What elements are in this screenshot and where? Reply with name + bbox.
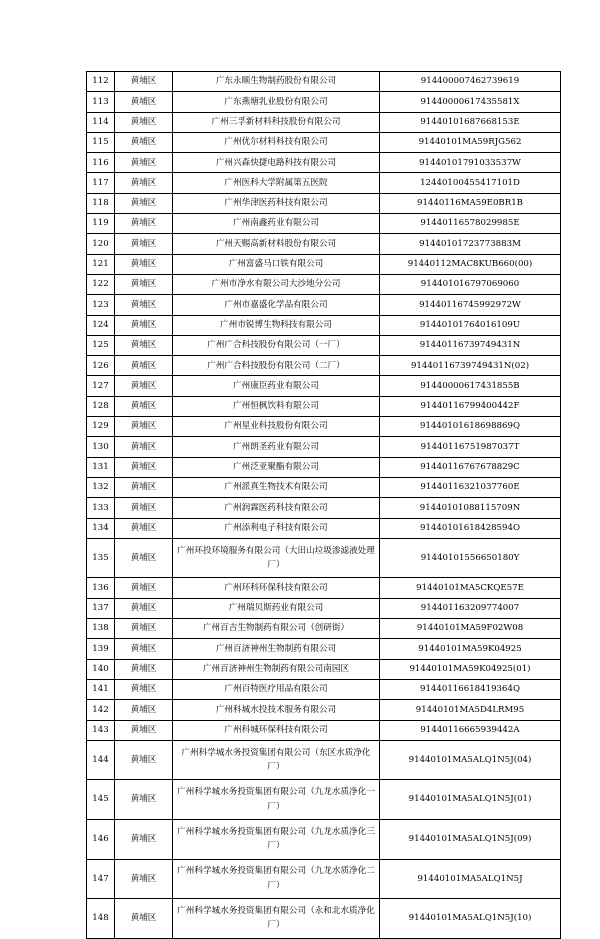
row-credit-code: 914400007462739619 — [380, 72, 561, 92]
row-credit-code: 91440101MA5ALQ1N5J — [380, 859, 561, 899]
row-number: 138 — [87, 619, 115, 639]
table-row — [87, 315, 561, 335]
table-row — [87, 639, 561, 659]
row-company-name: 广州添利电子科技有限公司 — [173, 518, 380, 538]
row-number: 130 — [87, 437, 115, 457]
row-credit-code: 91440116767678829C — [380, 457, 561, 477]
row-district: 黄埔区 — [115, 899, 173, 939]
row-number: 146 — [87, 819, 115, 859]
row-district: 黄埔区 — [115, 659, 173, 679]
row-district: 黄埔区 — [115, 679, 173, 699]
row-number: 142 — [87, 700, 115, 720]
row-number: 114 — [87, 112, 115, 132]
row-company-name: 广州泛亚聚酯有限公司 — [173, 457, 380, 477]
row-company-name: 广州环投环境服务有限公司（大田山垃圾渗滤液处理厂） — [173, 538, 380, 578]
row-district: 黄埔区 — [115, 518, 173, 538]
row-credit-code: 91440101MA5D4LRM95 — [380, 700, 561, 720]
row-district: 黄埔区 — [115, 417, 173, 437]
row-district: 黄埔区 — [115, 132, 173, 152]
row-district: 黄埔区 — [115, 639, 173, 659]
row-company-name: 广州三孚新材料科技股份有限公司 — [173, 112, 380, 132]
row-credit-code: 91440101MA59K04925(01) — [380, 659, 561, 679]
table-row — [87, 477, 561, 497]
row-district: 黄埔区 — [115, 700, 173, 720]
row-credit-code: 12440100455417101D — [380, 173, 561, 193]
table-row — [87, 132, 561, 152]
table-row — [87, 335, 561, 355]
row-number: 135 — [87, 538, 115, 578]
row-company-name: 广州科学城水务投资集团有限公司（九龙水质净化二厂） — [173, 859, 380, 899]
row-district: 黄埔区 — [115, 274, 173, 294]
row-company-name: 广州广合科技股份有限公司（一厂） — [173, 335, 380, 355]
row-credit-code: 91440116321037760E — [380, 477, 561, 497]
row-credit-code: 91440101791033537W — [380, 153, 561, 173]
row-company-name: 广州百济神州生物制药有限公司南园区 — [173, 659, 380, 679]
row-number: 134 — [87, 518, 115, 538]
row-district: 黄埔区 — [115, 740, 173, 780]
row-number: 127 — [87, 376, 115, 396]
row-company-name: 广州康臣药业有限公司 — [173, 376, 380, 396]
row-credit-code: 91440116665939442A — [380, 720, 561, 740]
row-district: 黄埔区 — [115, 780, 173, 820]
row-district: 黄埔区 — [115, 254, 173, 274]
table-row — [87, 538, 561, 578]
row-number: 148 — [87, 899, 115, 939]
row-district: 黄埔区 — [115, 578, 173, 598]
row-credit-code: 91440116618419364Q — [380, 679, 561, 699]
table-row — [87, 619, 561, 639]
table-row — [87, 376, 561, 396]
table-row — [87, 112, 561, 132]
row-company-name: 广州医科大学附属第五医院 — [173, 173, 380, 193]
table-row — [87, 396, 561, 416]
row-company-name: 广州科城水投技术服务有限公司 — [173, 700, 380, 720]
row-company-name: 广州环科环保科技有限公司 — [173, 578, 380, 598]
row-credit-code: 914401016797069060 — [380, 274, 561, 294]
row-number: 132 — [87, 477, 115, 497]
row-district: 黄埔区 — [115, 295, 173, 315]
row-district: 黄埔区 — [115, 498, 173, 518]
row-number: 121 — [87, 254, 115, 274]
row-number: 145 — [87, 780, 115, 820]
table-row — [87, 598, 561, 618]
row-district: 黄埔区 — [115, 619, 173, 639]
row-district: 黄埔区 — [115, 335, 173, 355]
row-credit-code: 91440101MA5ALQ1N5J(01) — [380, 780, 561, 820]
row-district: 黄埔区 — [115, 457, 173, 477]
row-district: 黄埔区 — [115, 173, 173, 193]
table-row — [87, 740, 561, 780]
row-district: 黄埔区 — [115, 234, 173, 254]
table-row — [87, 417, 561, 437]
row-district: 黄埔区 — [115, 538, 173, 578]
row-company-name: 广州科学城水务投资集团有限公司（九龙水质净化三厂） — [173, 819, 380, 859]
row-number: 147 — [87, 859, 115, 899]
row-district: 黄埔区 — [115, 859, 173, 899]
row-number: 116 — [87, 153, 115, 173]
row-company-name: 广州科学城水务投资集团有限公司（九龙水质净化一厂） — [173, 780, 380, 820]
row-district: 黄埔区 — [115, 92, 173, 112]
table-row — [87, 72, 561, 92]
table-row — [87, 859, 561, 899]
row-district: 黄埔区 — [115, 356, 173, 376]
row-credit-code: 91440101MA5ALQ1N5J(10) — [380, 899, 561, 939]
row-company-name: 广州润霖医药科技有限公司 — [173, 498, 380, 518]
row-credit-code: 91440101618698869Q — [380, 417, 561, 437]
row-number: 115 — [87, 132, 115, 152]
row-number: 112 — [87, 72, 115, 92]
row-number: 124 — [87, 315, 115, 335]
row-number: 133 — [87, 498, 115, 518]
row-district: 黄埔区 — [115, 315, 173, 335]
row-district: 黄埔区 — [115, 376, 173, 396]
row-number: 129 — [87, 417, 115, 437]
row-company-name: 广州百特医疗用品有限公司 — [173, 679, 380, 699]
table-row — [87, 437, 561, 457]
row-company-name: 广州优尔材料科技有限公司 — [173, 132, 380, 152]
row-number: 113 — [87, 92, 115, 112]
row-company-name: 广州市嘉盛化学品有限公司 — [173, 295, 380, 315]
table-row — [87, 720, 561, 740]
row-number: 117 — [87, 173, 115, 193]
row-district: 黄埔区 — [115, 396, 173, 416]
row-credit-code: 91440000617435581X — [380, 92, 561, 112]
row-district: 黄埔区 — [115, 72, 173, 92]
row-credit-code: 91440101MA59RJG562 — [380, 132, 561, 152]
row-credit-code: 91440116799400442F — [380, 396, 561, 416]
row-number: 123 — [87, 295, 115, 315]
table-row — [87, 356, 561, 376]
enterprise-table — [86, 71, 561, 939]
row-credit-code: 91440101556650180Y — [380, 538, 561, 578]
row-number: 144 — [87, 740, 115, 780]
table-row — [87, 679, 561, 699]
row-district: 黄埔区 — [115, 214, 173, 234]
table-row — [87, 234, 561, 254]
row-credit-code: 91440116739749431N — [380, 335, 561, 355]
row-company-name: 广东燕塘乳业股份有限公司 — [173, 92, 380, 112]
table-body — [87, 72, 561, 939]
row-credit-code: 91440101MA59K04925 — [380, 639, 561, 659]
row-company-name: 广州瑞贝斯药业有限公司 — [173, 598, 380, 618]
table-row — [87, 498, 561, 518]
row-credit-code: 91440101618428594O — [380, 518, 561, 538]
row-number: 119 — [87, 214, 115, 234]
row-number: 136 — [87, 578, 115, 598]
row-district: 黄埔区 — [115, 598, 173, 618]
table-row — [87, 153, 561, 173]
row-number: 140 — [87, 659, 115, 679]
row-company-name: 广州华津医药科技有限公司 — [173, 193, 380, 213]
row-credit-code: 91440101687668153E — [380, 112, 561, 132]
row-credit-code: 91440116751987037T — [380, 437, 561, 457]
row-company-name: 广东永顺生物制药股份有限公司 — [173, 72, 380, 92]
row-company-name: 广州科学城水务投资集团有限公司（永和北水质净化厂） — [173, 899, 380, 939]
table-row — [87, 254, 561, 274]
row-credit-code: 91440101764016109U — [380, 315, 561, 335]
table-row — [87, 274, 561, 294]
row-company-name: 广州南鑫药业有限公司 — [173, 214, 380, 234]
row-credit-code: 91440101MA5ALQ1N5J(04) — [380, 740, 561, 780]
row-district: 黄埔区 — [115, 819, 173, 859]
row-credit-code: 91440116745992972W — [380, 295, 561, 315]
row-credit-code: 91440101MA5ALQ1N5J(09) — [380, 819, 561, 859]
row-number: 139 — [87, 639, 115, 659]
row-credit-code: 91440101723773883M — [380, 234, 561, 254]
row-company-name: 广州恒枫饮料有限公司 — [173, 396, 380, 416]
table-row — [87, 899, 561, 939]
row-credit-code: 91440101MA59F02W08 — [380, 619, 561, 639]
row-company-name: 广州市净水有限公司大沙地分公司 — [173, 274, 380, 294]
row-company-name: 广州百吉生物制药有限公司（创研街） — [173, 619, 380, 639]
row-number: 141 — [87, 679, 115, 699]
row-district: 黄埔区 — [115, 153, 173, 173]
row-number: 137 — [87, 598, 115, 618]
table-row — [87, 173, 561, 193]
row-company-name: 广州广合科技股份有限公司（二厂） — [173, 356, 380, 376]
row-credit-code: 91440101MA5CKQE57E — [380, 578, 561, 598]
row-credit-code: 91440000617431855B — [380, 376, 561, 396]
table-row — [87, 659, 561, 679]
row-credit-code: 914401163209774007 — [380, 598, 561, 618]
table-row — [87, 457, 561, 477]
row-company-name: 广州科城环保科技有限公司 — [173, 720, 380, 740]
row-company-name: 广州市锐博生物科技有限公司 — [173, 315, 380, 335]
row-credit-code: 91440101088115709N — [380, 498, 561, 518]
row-district: 黄埔区 — [115, 477, 173, 497]
row-number: 125 — [87, 335, 115, 355]
row-number: 131 — [87, 457, 115, 477]
row-company-name: 广州天赐高新材料股份有限公司 — [173, 234, 380, 254]
row-number: 126 — [87, 356, 115, 376]
row-company-name: 广州百济神州生物制药有限公司 — [173, 639, 380, 659]
row-number: 120 — [87, 234, 115, 254]
table-row — [87, 295, 561, 315]
table-row — [87, 193, 561, 213]
table-row — [87, 214, 561, 234]
row-district: 黄埔区 — [115, 193, 173, 213]
row-credit-code: 91440112MAC8KUB660(00) — [380, 254, 561, 274]
row-company-name: 广州兴森快捷电路科技有限公司 — [173, 153, 380, 173]
row-district: 黄埔区 — [115, 437, 173, 457]
row-company-name: 广州科学城水务投资集团有限公司（东区水质净化厂） — [173, 740, 380, 780]
row-credit-code: 91440116739749431N(02) — [380, 356, 561, 376]
table-row — [87, 819, 561, 859]
table-row — [87, 578, 561, 598]
table-row — [87, 92, 561, 112]
row-number: 118 — [87, 193, 115, 213]
row-number: 128 — [87, 396, 115, 416]
row-district: 黄埔区 — [115, 112, 173, 132]
row-company-name: 广州派真生物技术有限公司 — [173, 477, 380, 497]
row-company-name: 广州星业科技股份有限公司 — [173, 417, 380, 437]
table-row — [87, 780, 561, 820]
row-company-name: 广州朗圣药业有限公司 — [173, 437, 380, 457]
table-row — [87, 700, 561, 720]
row-company-name: 广州富盛马口铁有限公司 — [173, 254, 380, 274]
row-number: 143 — [87, 720, 115, 740]
row-credit-code: 91440116MA59E0BR1B — [380, 193, 561, 213]
table-row — [87, 518, 561, 538]
row-number: 122 — [87, 274, 115, 294]
row-district: 黄埔区 — [115, 720, 173, 740]
row-credit-code: 91440116578029985E — [380, 214, 561, 234]
